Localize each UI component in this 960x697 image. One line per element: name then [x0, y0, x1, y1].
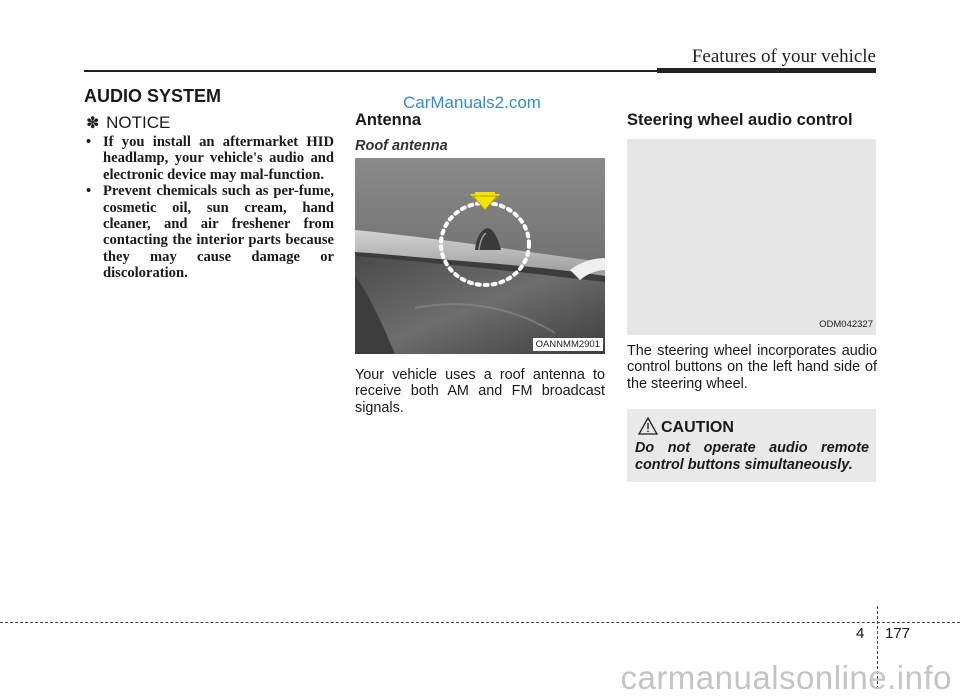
- header-rule-thin: [84, 70, 657, 72]
- antenna-subheading: Roof antenna: [355, 138, 448, 154]
- roof-antenna-illustration: [355, 158, 605, 354]
- header-title: Features of your vehicle: [691, 46, 876, 67]
- steering-image-code: ODM042327: [819, 319, 873, 330]
- antenna-heading: Antenna: [355, 111, 421, 129]
- bullet-icon: •: [86, 183, 92, 200]
- notice-star-icon: ✽: [86, 115, 100, 132]
- bullet-icon: •: [86, 134, 92, 150]
- caution-body: Do not operate audio remote control buttons simultaneously.: [635, 440, 869, 473]
- header-rule-thick: [657, 68, 876, 73]
- notice-item: [86, 183, 334, 281]
- page-number: 177: [885, 625, 911, 642]
- footer-rule: [0, 622, 960, 623]
- notice-item: [86, 134, 334, 183]
- roof-antenna-photo: [355, 158, 605, 354]
- notice-item-text: Prevent chemicals such as per-fume, cosmetic oil, sun cream, hand cleaner, and air freshener from contacting the interior parts because they may cause damage or discoloration.: [103, 183, 334, 282]
- notice-list: [86, 134, 334, 282]
- steering-heading: Steering wheel audio control: [627, 111, 853, 129]
- caution-box: [627, 409, 876, 482]
- watermark-link[interactable]: CarManuals2.com: [403, 93, 541, 112]
- site-watermark: carmanualsonline.info: [620, 659, 952, 696]
- steering-body: The steering wheel incorporates audio control buttons on the left hand side of the steering wheel.: [627, 343, 877, 392]
- notice-item-text: If you install an aftermarket HID headlamp, your vehicle's audio and electronic device may mal-function.: [103, 134, 334, 183]
- notice-heading: [86, 113, 170, 133]
- steering-photo: [627, 139, 876, 335]
- antenna-image-code: OANNMM2901: [533, 338, 603, 351]
- warning-triangle-icon: [638, 417, 658, 435]
- notice-title: NOTICE: [106, 113, 171, 132]
- antenna-body: Your vehicle uses a roof antenna to receive both AM and FM broadcast signals.: [355, 367, 605, 416]
- caution-title: CAUTION: [661, 419, 734, 436]
- section-title: AUDIO SYSTEM: [84, 86, 222, 106]
- chapter-number: 4: [856, 625, 865, 642]
